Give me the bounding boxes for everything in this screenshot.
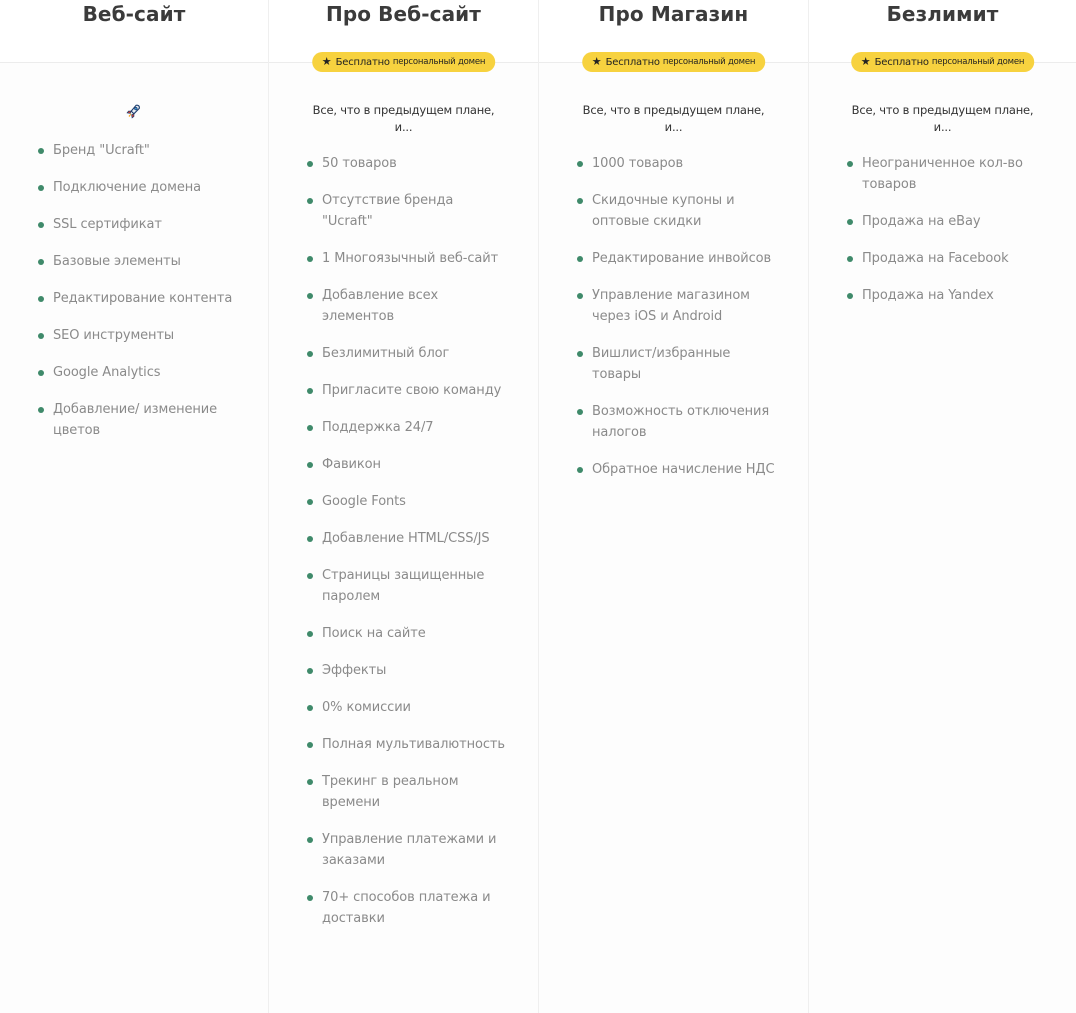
badge-label: Бесплатно [335,56,390,68]
feature-item: Бренд "Ucraft" [38,140,258,161]
feature-list [577,153,777,496]
feature-item: Продажа на Facebook [847,248,1047,269]
star-icon: ★ [591,55,602,68]
feature-item: Поддержка 24/7 [307,417,507,438]
feature-item: Добавление всех элементов [307,285,507,327]
intro-text [269,102,538,136]
intro-line: и... [664,120,683,134]
feature-item: Эффекты [307,660,507,681]
feature-item: Поиск на сайте [307,623,507,644]
feature-list [847,153,1047,322]
star-icon: ★ [860,55,871,68]
feature-list [38,140,258,457]
feature-item: Полная мультивалютность [307,734,507,755]
feature-item: Продажа на eBay [847,211,1047,232]
feature-item: Управление платежами и заказами [307,829,507,871]
badge-label: Бесплатно [605,56,660,68]
feature-item: Страницы защищенные паролем [307,565,507,607]
plan-title: Про Магазин [598,2,749,26]
free-domain-badge [312,52,496,72]
feature-item: Управление магазином через iOS и Android [577,285,777,327]
header-divider [0,62,268,63]
plan-column-pro-website [269,0,539,1013]
badge-sublabel: персональный домен [931,57,1025,67]
feature-item: Пригласите свою команду [307,380,507,401]
feature-item: SEO инструменты [38,325,258,346]
free-domain-badge [851,52,1035,72]
plan-column-pro-store [539,0,809,1013]
feature-item: 1000 товаров [577,153,777,174]
free-domain-badge [582,52,766,72]
intro-line: и... [394,120,413,134]
feature-item: Редактирование инвойсов [577,248,777,269]
plan-column-website [0,0,269,1013]
intro-line: Все, что в предыдущем плане, [312,103,495,117]
intro-line: и... [933,120,952,134]
feature-item: Добавление/ изменение цветов [38,399,258,441]
badge-sublabel: персональный домен [662,57,756,67]
star-icon: ★ [321,55,332,68]
feature-item: Google Analytics [38,362,258,383]
feature-item: SSL сертификат [38,214,258,235]
feature-item: Google Fonts [307,491,507,512]
feature-item: Вишлист/избранные товары [577,343,777,385]
feature-item: Скидочные купоны и оптовые скидки [577,190,777,232]
feature-item: Редактирование контента [38,288,258,309]
feature-item: Отсутствие бренда "Ucraft" [307,190,507,232]
feature-item: Фавикон [307,454,507,475]
feature-list [307,153,507,945]
intro-text [809,102,1076,136]
feature-item: Обратное начисление НДС [577,459,777,480]
feature-item: 50 товаров [307,153,507,174]
badge-sublabel: персональный домен [392,57,486,67]
feature-item: Безлимитный блог [307,343,507,364]
feature-item: Неограниченное кол-во товаров [847,153,1047,195]
feature-item: Возможность отключения налогов [577,401,777,443]
feature-item: 70+ способов платежа и доставки [307,887,507,929]
feature-item: Подключение домена [38,177,258,198]
plan-column-unlimited [809,0,1076,1013]
feature-item: 0% комиссии [307,697,507,718]
plan-title: Безлимит [886,2,999,26]
feature-item: Продажа на Yandex [847,285,1047,306]
feature-item: Трекинг в реальном времени [307,771,507,813]
feature-item: Добавление HTML/CSS/JS [307,528,507,549]
feature-item: Базовые элементы [38,251,258,272]
rocket-icon [124,103,142,121]
intro-line: Все, что в предыдущем плане, [851,103,1034,117]
plan-title: Про Веб-сайт [326,2,481,26]
feature-item: 1 Многоязычный веб-сайт [307,248,507,269]
intro-line: Все, что в предыдущем плане, [582,103,765,117]
intro-text [539,102,808,136]
badge-label: Бесплатно [874,56,929,68]
plan-title: Веб-сайт [82,2,186,26]
